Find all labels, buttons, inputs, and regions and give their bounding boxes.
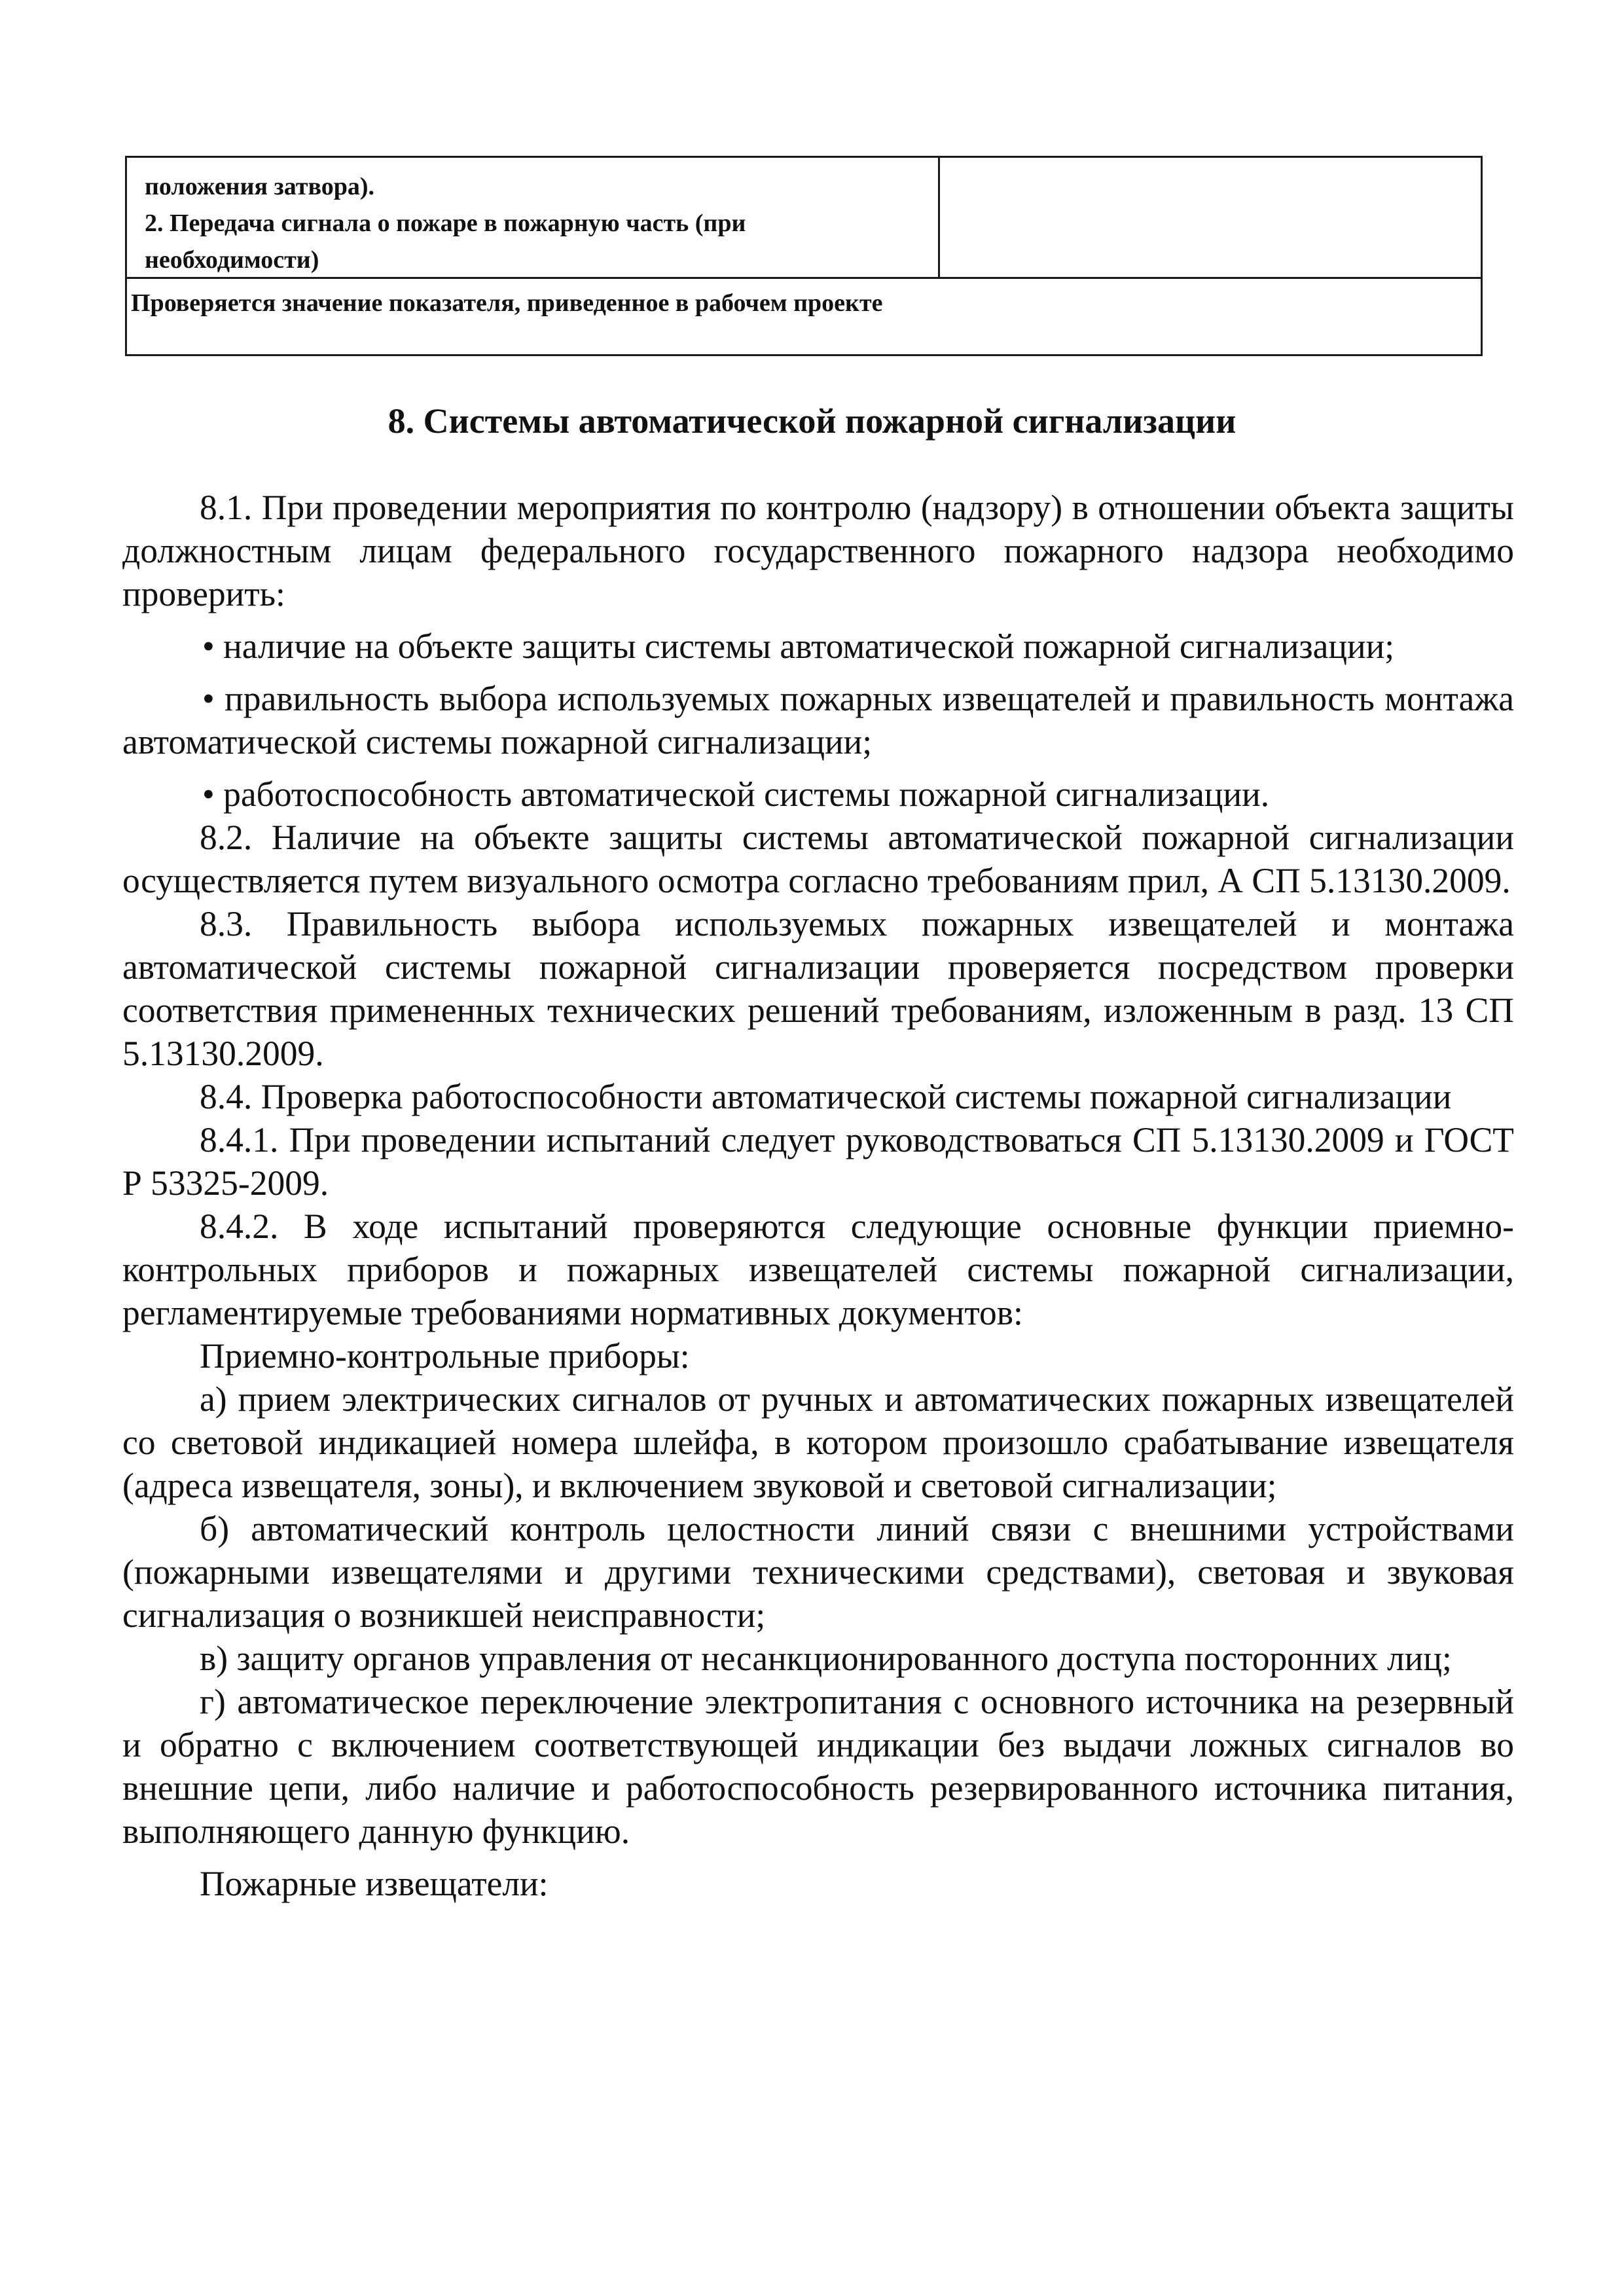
table-cell-line: необходимости): [145, 246, 319, 274]
table-cell-line: положения затвора).: [145, 173, 375, 200]
paragraph: 8.4.2. В ходе испытаний проверяются следующие основные функции приемно-контрольных приборов и пожарных извещателей системы пожарной сигнализации, регламентируемые требованиями нормативных документов:: [122, 1207, 1514, 1332]
paragraph: Приемно-контрольные приборы:: [200, 1336, 690, 1376]
paragraph: 8.2. Наличие на объекте защиты системы автоматической пожарной сигнализации осуществляется путем визуального осмотра согласно требованиям прил, А СП 5.13130.2009.: [122, 818, 1514, 900]
list-item: а) прием электрических сигналов от ручных и автоматических пожарных извещателей со световой индикацией номера шлейфа, в котором произошло срабатывание извещателя (адреса извещателя, зоны), и включением звуковой и световой сигнализации;: [122, 1379, 1514, 1505]
section-body: [122, 486, 1514, 1905]
bullet-item: • наличие на объекте защиты системы автоматической пожарной сигнализации;: [202, 627, 1395, 666]
section-heading: 8. Системы автоматической пожарной сигнализации: [388, 401, 1236, 441]
paragraph: 8.3. Правильность выбора используемых пожарных извещателей и монтажа автоматической системы пожарной сигнализации проверяется посредством проверки соответствия примененных технических решений требованиям, изложенным в разд. 13 СП 5.13130.2009.: [122, 904, 1514, 1073]
paragraph: 8.1. При проведении мероприятия по контролю (надзору) в отношении объекта защиты должностным лицам федерального государственного пожарного надзора необходимо проверить:: [122, 488, 1514, 613]
paragraph: 8.4. Проверка работоспособности автоматической системы пожарной сигнализации: [200, 1077, 1452, 1116]
table-cell-bottom: Проверяется значение показателя, приведенное в рабочем проекте: [131, 289, 883, 317]
paragraph: 8.4.1. При проведении испытаний следует руководствоваться СП 5.13130.2009 и ГОСТ Р 53325-2009.: [122, 1120, 1514, 1203]
table-cell-line: 2. Передача сигнала о пожаре в пожарную часть (при: [145, 210, 746, 237]
list-item: в) защиту органов управления от несанкционированного доступа посторонних лиц;: [200, 1639, 1452, 1678]
list-item: б) автоматический контроль целостности линий связи с внешними устройствами (пожарными извещателями и другими техническими средствами), световая и звуковая сигнализация о возникшей неисправности;: [122, 1509, 1514, 1635]
list-item: г) автоматическое переключение электропитания с основного источника на резервный и обратно с включением соответствующей индикации без выдачи ложных сигналов во внешние цепи, либо наличие и работоспособность резервированного источника питания, выполняющего данную функцию.: [122, 1682, 1514, 1851]
table-column-divider: [938, 158, 940, 277]
inspection-table: [125, 156, 1483, 356]
table-cell-left: [145, 168, 746, 278]
bullet-item: • правильность выбора используемых пожарных извещателей и правильность монтажа автоматической системы пожарной сигнализации;: [122, 679, 1514, 761]
paragraph: Пожарные извещатели:: [200, 1864, 549, 1903]
bullet-item: • работоспособность автоматической системы пожарной сигнализации.: [202, 774, 1270, 814]
